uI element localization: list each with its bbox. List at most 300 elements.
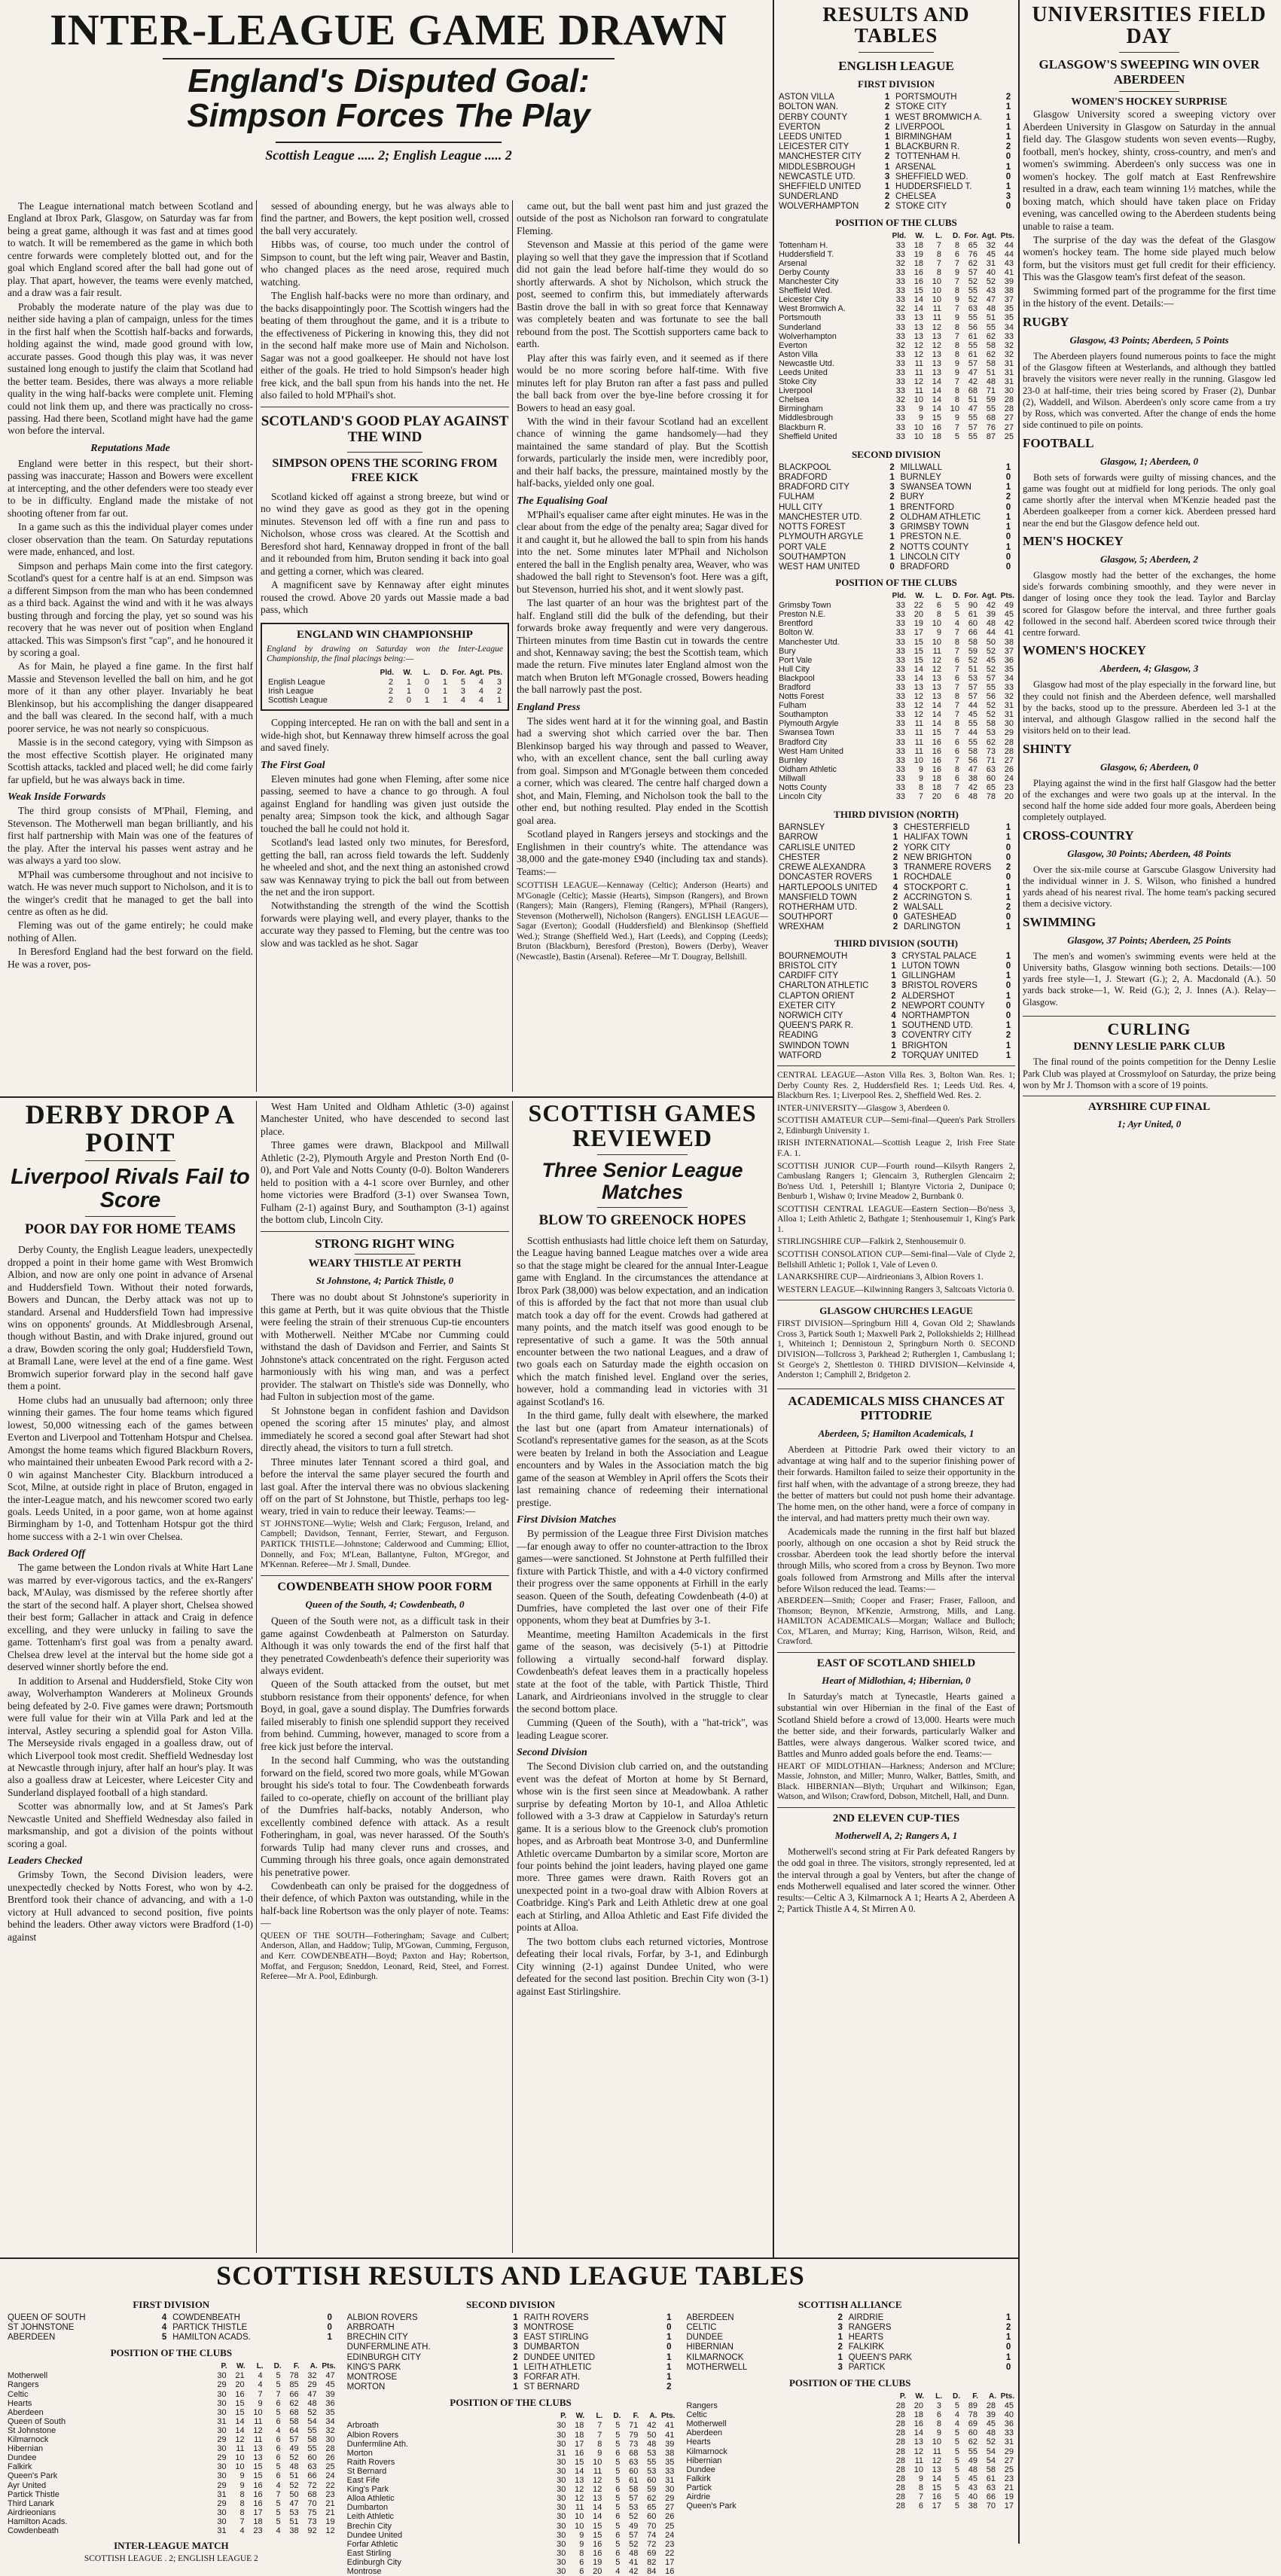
table-cell: 51 [986, 368, 996, 377]
table-cell: 57 [968, 358, 978, 368]
away-score: 0 [666, 2322, 672, 2332]
away-team: LINCOLN CITY [900, 552, 960, 562]
table-cell: 49 [289, 2444, 299, 2454]
home-team: ASTON VILLA [779, 93, 834, 102]
home-score: 1 [889, 502, 895, 512]
table-row [685, 2419, 1015, 2428]
table-cell: 57 [289, 2435, 299, 2445]
away-score: 2 [666, 2382, 672, 2392]
home-score: 2 [837, 2312, 843, 2322]
table-row [6, 2408, 337, 2417]
event-head: MEN'S HOCKEY [1023, 533, 1124, 548]
club-name: Everton [779, 340, 807, 350]
club-name: Notts Forest [779, 692, 824, 702]
table-cell: 6 [276, 2416, 281, 2426]
table-cell: 33 [665, 2466, 675, 2476]
table-cell: 22 [665, 2548, 675, 2558]
away-score: 2 [1005, 492, 1011, 502]
table-cell: 23 [325, 2489, 335, 2499]
home-team: BLACKPOOL [779, 462, 831, 472]
away-team: MILLWALL [900, 462, 943, 472]
table-row [777, 601, 1015, 610]
paragraph: Playing against the wind in the first half Glasgow had the better of the exchanges and were two goals up at the interval. In the second half the home side added four more goals, Aberdeen being completely outplayed. [1023, 777, 1276, 823]
table-cell: 72 [647, 2539, 657, 2549]
table-row [777, 683, 1015, 692]
paragraph: The last quarter of an hour was the brightest part of the half. England still did the bulk of the defending, but their forwards broke away frequently and were very dangerous. Thirteen minutes from time Bastin cut in towards the centre and shot, Kennaway saving; the best the Scottish team, which made the return. Five minutes later England almost won the match when Bruton left M'Gonagle crossed, Bowers heading the ball narrowly past the post. [517, 597, 768, 696]
derby-body [8, 1244, 253, 1943]
column-header: L. [596, 2412, 603, 2421]
table-cell: 44 [1004, 240, 1014, 250]
table-row [267, 687, 503, 696]
table-cell: 53 [647, 2448, 657, 2458]
away-score: 2 [1005, 1031, 1011, 1041]
table-row [346, 2440, 676, 2449]
table-cell: 57 [968, 422, 978, 432]
table-cell: 10 [932, 295, 941, 305]
table-cell: 30 [217, 2444, 227, 2454]
table-row [685, 2428, 1015, 2437]
result-note: CENTRAL LEAGUE—Aston Villa Res. 3, Bolton Wan. Res. 1; Derby County Res. 2, Huddersfield Res. 1; Leeds Utd. Res. 4, Blackburn Res. 1; Liverpool Res. 2, Sheffield Wed. Res. 2. [777, 1071, 1015, 1101]
table-row [777, 610, 1015, 619]
table-cell: 37 [1004, 646, 1014, 656]
away-team: HAMILTON ACADS. [172, 2333, 251, 2343]
club-name: Birmingham [779, 404, 823, 414]
paragraph: West Ham United and Oldham Athletic (3-0) against Manchester United, who have descended to second last place. [261, 1101, 509, 1137]
deck-rule [276, 142, 502, 143]
table-cell: 78 [968, 2410, 978, 2420]
table-cell: 31 [217, 2489, 227, 2499]
subhead-equalising: The Equalising Goal [517, 495, 608, 507]
club-name: St Bernard [346, 2466, 387, 2476]
table-cell: 33 [895, 349, 905, 359]
club-name: Leicester City [779, 295, 829, 305]
lead-score-line: Scottish League ..... 2; English League ..... 2 [265, 147, 512, 163]
away-score: 0 [1005, 2343, 1011, 2352]
table-cell: 5 [954, 2428, 960, 2438]
table-row [6, 2462, 337, 2471]
column-rule [256, 1101, 257, 2253]
away-team: GRIMSBY TOWN [900, 523, 969, 532]
table-cell: 1 [496, 696, 502, 706]
table-row [6, 2471, 337, 2480]
home-team: MIDDLESBROUGH [779, 162, 856, 172]
result-row [777, 1041, 1015, 1051]
table-cell: 35 [325, 2407, 335, 2417]
table-cell: 71 [629, 2421, 639, 2431]
div1-results [777, 93, 1015, 212]
table-cell: 33 [895, 646, 905, 656]
table-cell: 4 [258, 2380, 263, 2390]
table-cell: 61 [629, 2476, 639, 2486]
table-cell: 1 [442, 687, 447, 697]
paragraph: Eleven minutes had gone when Fleming, after some nice passing, seemed to have a chance to go through. A foul against England for handling was given just outside the penalty area; Simpson took the kick, and although Sagar touched the ball he could not hold it. [261, 773, 509, 834]
table-cell: 33 [895, 701, 905, 711]
table-row [267, 696, 503, 705]
home-team: MORTON [346, 2382, 386, 2392]
table-cell: 6 [615, 2548, 621, 2558]
home-score: 2 [892, 892, 898, 902]
table-cell: 6 [918, 2501, 924, 2511]
table-cell: 31 [217, 2416, 227, 2426]
shield-score: Heart of Midlothian, 4; Hibernian, 0 [822, 1675, 971, 1687]
home-team: BOLTON WAN. [779, 102, 839, 112]
paragraph: Scotland played in Rangers jerseys and stockings and the Englishmen in their country's white. The attendance was 38,000 and the gate-money £940 (including tax and stands). Teams:— [517, 828, 768, 877]
table-cell: 10 [913, 422, 923, 432]
home-team: KING'S PARK [346, 2362, 401, 2372]
club-name: Raith Rovers [346, 2457, 395, 2467]
result-row [777, 163, 1015, 172]
table-cell: 4 [954, 2410, 960, 2420]
home-team: KILMARNOCK [686, 2352, 744, 2362]
table-cell: 2 [388, 696, 393, 706]
scottish-review-body [517, 1235, 768, 1998]
table-cell: 43 [1004, 258, 1014, 268]
table-cell: 33 [895, 386, 905, 396]
table-cell: 5 [615, 2421, 621, 2431]
club-name: Hamilton Acads. [8, 2517, 68, 2526]
table-header-row [267, 668, 503, 678]
table-cell: 5 [954, 2474, 960, 2483]
table-cell: 10 [913, 395, 923, 405]
table-cell: 52 [986, 2437, 996, 2447]
table-cell: 19 [913, 619, 923, 629]
table-cell: 5 [954, 610, 959, 620]
away-score: 1 [1005, 823, 1011, 833]
table-cell: 6 [936, 2410, 942, 2420]
away-team: STOCKPORT C. [903, 883, 968, 892]
away-team: EAST STIRLING [523, 2333, 589, 2343]
paragraph: Simpson and perhaps Main come into the first category. Scotland's quest for a centre half is at an end. Simpson was a different Simpson from the man who has been condemned as a third back. Against the wind and with it he was always busting through and forcing the play, yet so sound was his recovery that he was never out of position when England attacked. This was Simpson's first "cap", and he honoured it by scoring a goal. [8, 559, 253, 659]
subhead-first-division: First Division Matches [517, 1514, 617, 1526]
table-row [685, 2447, 1015, 2456]
table-cell: 33 [895, 792, 905, 802]
table-row [6, 2426, 337, 2435]
subhead-leaders-checked: Leaders Checked [8, 1855, 83, 1867]
paragraph: Probably the moderate nature of the play was due to neither side having a plan of campaign, unless for the times in the first half when the Scottish half-backs and forwards, holding against the wind, made good ground with low, accurate passes. Good though this play was, it was never sustained long enough to justify the claim that Scotland had the better team. Besides, there was always a more reliable quality in the wing half-backs were complete unit. Fleming could not link them up, and there was practically no cross-passing. Had there been, Scotland might have had the game won before the interval. [8, 300, 253, 437]
away-team: STOKE CITY [895, 102, 947, 112]
table-cell: 0 [406, 696, 411, 706]
table-cell: 57 [968, 267, 978, 277]
table-cell: 18 [932, 783, 941, 793]
club-name: Bradford [779, 683, 811, 692]
event-head: SHINTY [1023, 741, 1072, 756]
club-name: East Stirling [346, 2548, 392, 2558]
table-cell: 55 [968, 340, 978, 350]
home-team: LEEDS UNITED [779, 132, 842, 142]
result-row [777, 503, 1015, 513]
middle-story [261, 1101, 509, 2253]
position-head: POSITION OF THE CLUBS [788, 2377, 911, 2389]
club-name: Falkirk [686, 2474, 711, 2483]
table-row [346, 2531, 676, 2540]
curling-sub: DENNY LESLIE PARK CLUB [1073, 1041, 1225, 1053]
club-name: Notts County [779, 783, 827, 793]
result-row [346, 2373, 676, 2382]
table-cell: 6 [276, 2398, 281, 2408]
table-cell: 5 [954, 2401, 960, 2411]
club-name: Sheffield Wed. [779, 286, 833, 296]
table-cell: 18 [932, 431, 941, 441]
table-cell: 45 [968, 2474, 978, 2483]
table-cell: 9 [918, 413, 923, 423]
away-score: 0 [1005, 552, 1011, 562]
column-header: L. [935, 231, 942, 240]
club-name: Falkirk [8, 2462, 32, 2472]
cup-ties-head: 2ND ELEVEN CUP-TIES [832, 1812, 960, 1825]
strong-right-wing-head: STRONG RIGHT WING [315, 1236, 455, 1251]
table-cell: 14 [235, 2425, 245, 2435]
club-name: Plymouth Argyle [779, 719, 839, 729]
column-header: Pts. [1000, 592, 1014, 601]
table-cell: 33 [895, 267, 905, 277]
table-cell: 10 [932, 2437, 942, 2447]
table-cell: 48 [986, 304, 996, 314]
column-header [6, 2361, 210, 2371]
table-cell: 16 [665, 2566, 675, 2576]
club-name: Alloa Athletic [346, 2494, 395, 2504]
club-name: Lincoln City [779, 792, 822, 802]
table-cell: 44 [986, 628, 996, 638]
table-cell: 85 [289, 2380, 299, 2390]
misc-results [777, 1071, 1015, 1295]
table-cell: 30 [1004, 386, 1014, 396]
universities-intro-head: WOMEN'S HOCKEY SURPRISE [1071, 96, 1228, 108]
table-row [777, 295, 1015, 304]
table-cell: 11 [932, 304, 941, 314]
table-cell: 60 [968, 619, 978, 629]
table-cell: 12 [235, 2435, 245, 2445]
table-cell: 60 [986, 773, 996, 783]
table-cell: 20 [593, 2566, 602, 2576]
table-row [777, 719, 1015, 728]
table-cell: 7 [239, 2517, 245, 2526]
table-cell: 18 [575, 2430, 584, 2440]
table-cell: 14 [913, 295, 923, 305]
paragraph: St Johnstone began in confident fashion and Davidson opened the scoring after 15 minutes' play, and almost immediately he scored a second goal after Stewart had shot directly ahead, the visitors to turn a full stretch. [261, 1404, 509, 1454]
paragraph: In addition to Arsenal and Huddersfield, Stoke City won away, Wolverhampton Wanderers at Molineux Grounds being defeated by 2-0. Five games were drawn; Portsmouth were full value for their win at Villa Park and led at the interval, Astley securing a splendid goal for Aston Villa. The Merseyside rivals engaged in a goalless draw, out of which Liverpool took most credit. Sheffield Wednesday lost at Newcastle through injury, after half an hour's play. It was also a goalless draw at Leicester, where Leicester City and Sunderland displayed football of a high standard. [8, 1675, 253, 1798]
paragraph: The two bottom clubs each returned victories, Montrose defeating their local rivals, Forfar, by 3-1, and Edinburgh City winning (2-1) against Dundee United, who were defeated for the second last position. Brechin City won (3-1) against East Stirlingshire. [517, 1935, 768, 1997]
column-header: D. [953, 2392, 961, 2401]
table-cell: 15 [253, 2462, 263, 2472]
away-team: HEARTS [848, 2333, 884, 2343]
column-rule [512, 1101, 513, 2253]
table-cell: 14 [932, 404, 941, 414]
club-name: Wolverhampton [779, 331, 837, 341]
table-row [777, 665, 1015, 674]
home-score: 1 [884, 182, 890, 192]
table-cell: 9 [258, 2398, 263, 2408]
table-row [777, 738, 1015, 747]
home-team: NOTTS FOREST [779, 523, 846, 532]
table-cell: 30 [557, 2548, 566, 2558]
scot-d1-rows [6, 2371, 337, 2535]
away-team: BRENTFORD [900, 502, 955, 512]
table-cell: 52 [307, 2407, 317, 2417]
universities-intro [1023, 108, 1276, 310]
away-score: 2 [1005, 902, 1011, 912]
table-cell: 39 [986, 610, 996, 620]
home-team: SOUTHPORT [779, 913, 833, 922]
table-cell: 33 [895, 628, 905, 638]
table-cell: 58 [986, 719, 996, 729]
home-team: READING [779, 1031, 819, 1041]
table-cell: 8 [936, 2419, 942, 2429]
table-cell: 1 [424, 696, 429, 706]
home-team: MANSFIELD TOWN [779, 892, 857, 902]
table-cell: 17 [1004, 2501, 1014, 2511]
club-name: Liverpool [779, 386, 813, 396]
home-score: 3 [513, 2343, 518, 2352]
table-cell: 30 [557, 2494, 566, 2504]
championship-box [261, 623, 509, 712]
home-score: 2 [889, 542, 895, 552]
home-score: 2 [837, 2343, 843, 2352]
table-cell: 58 [307, 2435, 317, 2445]
divider [597, 1207, 688, 1208]
away-team: CHELSEA [895, 192, 936, 202]
table-cell: 68 [629, 2448, 639, 2458]
table-cell: 31 [1004, 710, 1014, 720]
table-cell: 32 [325, 2425, 335, 2435]
table-cell: 33 [895, 286, 905, 296]
table-cell: 58 [289, 2416, 299, 2426]
away-team: COWDENBEATH [172, 2312, 240, 2322]
table-cell: 48 [986, 2428, 996, 2438]
table-cell: 4 [478, 687, 483, 697]
result-row [777, 971, 1015, 981]
table-cell: 30 [557, 2539, 566, 2549]
table-cell: 5 [460, 678, 465, 687]
table-cell: 78 [289, 2371, 299, 2381]
table-cell: 33 [895, 737, 905, 747]
table-cell: 31 [557, 2448, 566, 2458]
table-cell: 12 [932, 2456, 942, 2465]
table-row [777, 647, 1015, 656]
table-cell: 9 [918, 764, 923, 774]
club-name: Arbroath [346, 2421, 379, 2431]
table-header-row [685, 2392, 1015, 2401]
result-row [777, 142, 1015, 152]
club-name: Millwall [779, 773, 806, 783]
home-score: 3 [513, 2333, 518, 2343]
table-cell: 6 [954, 746, 959, 756]
home-score: 4 [161, 2312, 167, 2322]
paragraph: Hibbs was, of course, too much under the control of Simpson to count, but the left wing pair, Weaver and Bastin, who changed places as the need arose, required much watching. [261, 239, 509, 288]
table-cell: 17 [253, 2507, 263, 2517]
column-rule [1018, 2259, 1020, 2544]
table-cell: 38 [1004, 286, 1014, 296]
home-team: ARBROATH [346, 2322, 395, 2332]
table-cell: 10 [575, 2512, 584, 2522]
away-team: TORQUAY UNITED [901, 1050, 979, 1060]
away-team: ROCHDALE [903, 873, 952, 883]
table-cell: 52 [986, 277, 996, 287]
away-team: FORFAR ATH. [523, 2373, 581, 2382]
table-cell: 30 [217, 2517, 227, 2526]
home-score: 2 [892, 902, 898, 912]
table-cell: 47 [968, 404, 978, 414]
table-cell: 41 [665, 2421, 675, 2431]
home-team: BARROW [779, 833, 818, 843]
table-cell: 76 [968, 249, 978, 259]
table-cell: 8 [239, 2489, 245, 2499]
table-cell: 61 [986, 2474, 996, 2483]
table-cell: 14 [932, 710, 941, 720]
section-rule [0, 1096, 773, 1098]
home-team: DUNFERMLINE ATH. [346, 2343, 431, 2352]
table-row [777, 277, 1015, 286]
home-score: 3 [837, 2322, 843, 2332]
club-name: Sheffield United [779, 431, 837, 441]
away-score: 0 [666, 2343, 672, 2352]
table-row [777, 413, 1015, 422]
table-cell: 15 [575, 2457, 584, 2467]
club-name: Edinburgh City [346, 2557, 401, 2567]
table-cell: 6 [615, 2530, 621, 2540]
table-cell: 7 [954, 422, 959, 432]
table-cell: 27 [1004, 413, 1014, 423]
home-score: 3 [889, 523, 895, 532]
home-score: 2 [889, 492, 895, 502]
home-score: 4 [161, 2322, 167, 2332]
table-cell: 1 [442, 678, 447, 687]
table-cell: 63 [968, 304, 978, 314]
table-row [346, 2421, 676, 2430]
home-score: 0 [892, 913, 898, 922]
event-score: Glasgow, 37 Points; Aberdeen, 25 Points [1067, 934, 1231, 946]
table-cell: 60 [307, 2453, 317, 2463]
table-cell: 19 [325, 2517, 335, 2526]
table-cell: 19 [1004, 2492, 1014, 2501]
table-cell: 17 [932, 2501, 942, 2511]
table-cell: 12 [253, 2425, 263, 2435]
championship-note: England by drawing on Saturday won the Inter-League Championship, the final placings being:— [267, 644, 503, 664]
result-row [685, 2353, 1015, 2363]
away-score: 0 [1005, 873, 1011, 883]
table-cell: 6 [615, 2512, 621, 2522]
table-cell: 5 [954, 2492, 960, 2501]
table-cell: 28 [895, 2428, 906, 2438]
table-cell: 33 [895, 673, 905, 683]
table-cell: 28 [895, 2401, 906, 2411]
table-row [6, 2499, 337, 2508]
away-team: WALSALL [903, 902, 944, 912]
away-score: 1 [1005, 162, 1011, 172]
divider [85, 1160, 175, 1161]
table-cell: 73 [986, 746, 996, 756]
away-team: RAITH ROVERS [523, 2312, 589, 2322]
away-score: 1 [1005, 971, 1011, 981]
club-name: Airdrieonians [8, 2507, 56, 2517]
university-event [1023, 742, 1276, 824]
table-row [685, 2501, 1015, 2510]
table-cell: 12 [575, 2494, 584, 2504]
table-cell: 32 [895, 395, 905, 405]
away-score: 0 [1005, 2362, 1011, 2372]
results-column [777, 5, 1015, 2256]
away-score: 1 [1005, 512, 1011, 522]
table-cell: 29 [665, 2494, 675, 2504]
away-score: 0 [1005, 202, 1011, 212]
table-cell: 33 [1004, 331, 1014, 341]
table-cell: 30 [217, 2389, 227, 2399]
table-cell: 9 [954, 413, 959, 423]
away-score: 1 [666, 2373, 672, 2382]
table-cell: 82 [647, 2557, 657, 2567]
table-cell: 15 [253, 2471, 263, 2481]
table-cell: 9 [954, 358, 959, 368]
home-team: FULHAM [779, 492, 815, 502]
